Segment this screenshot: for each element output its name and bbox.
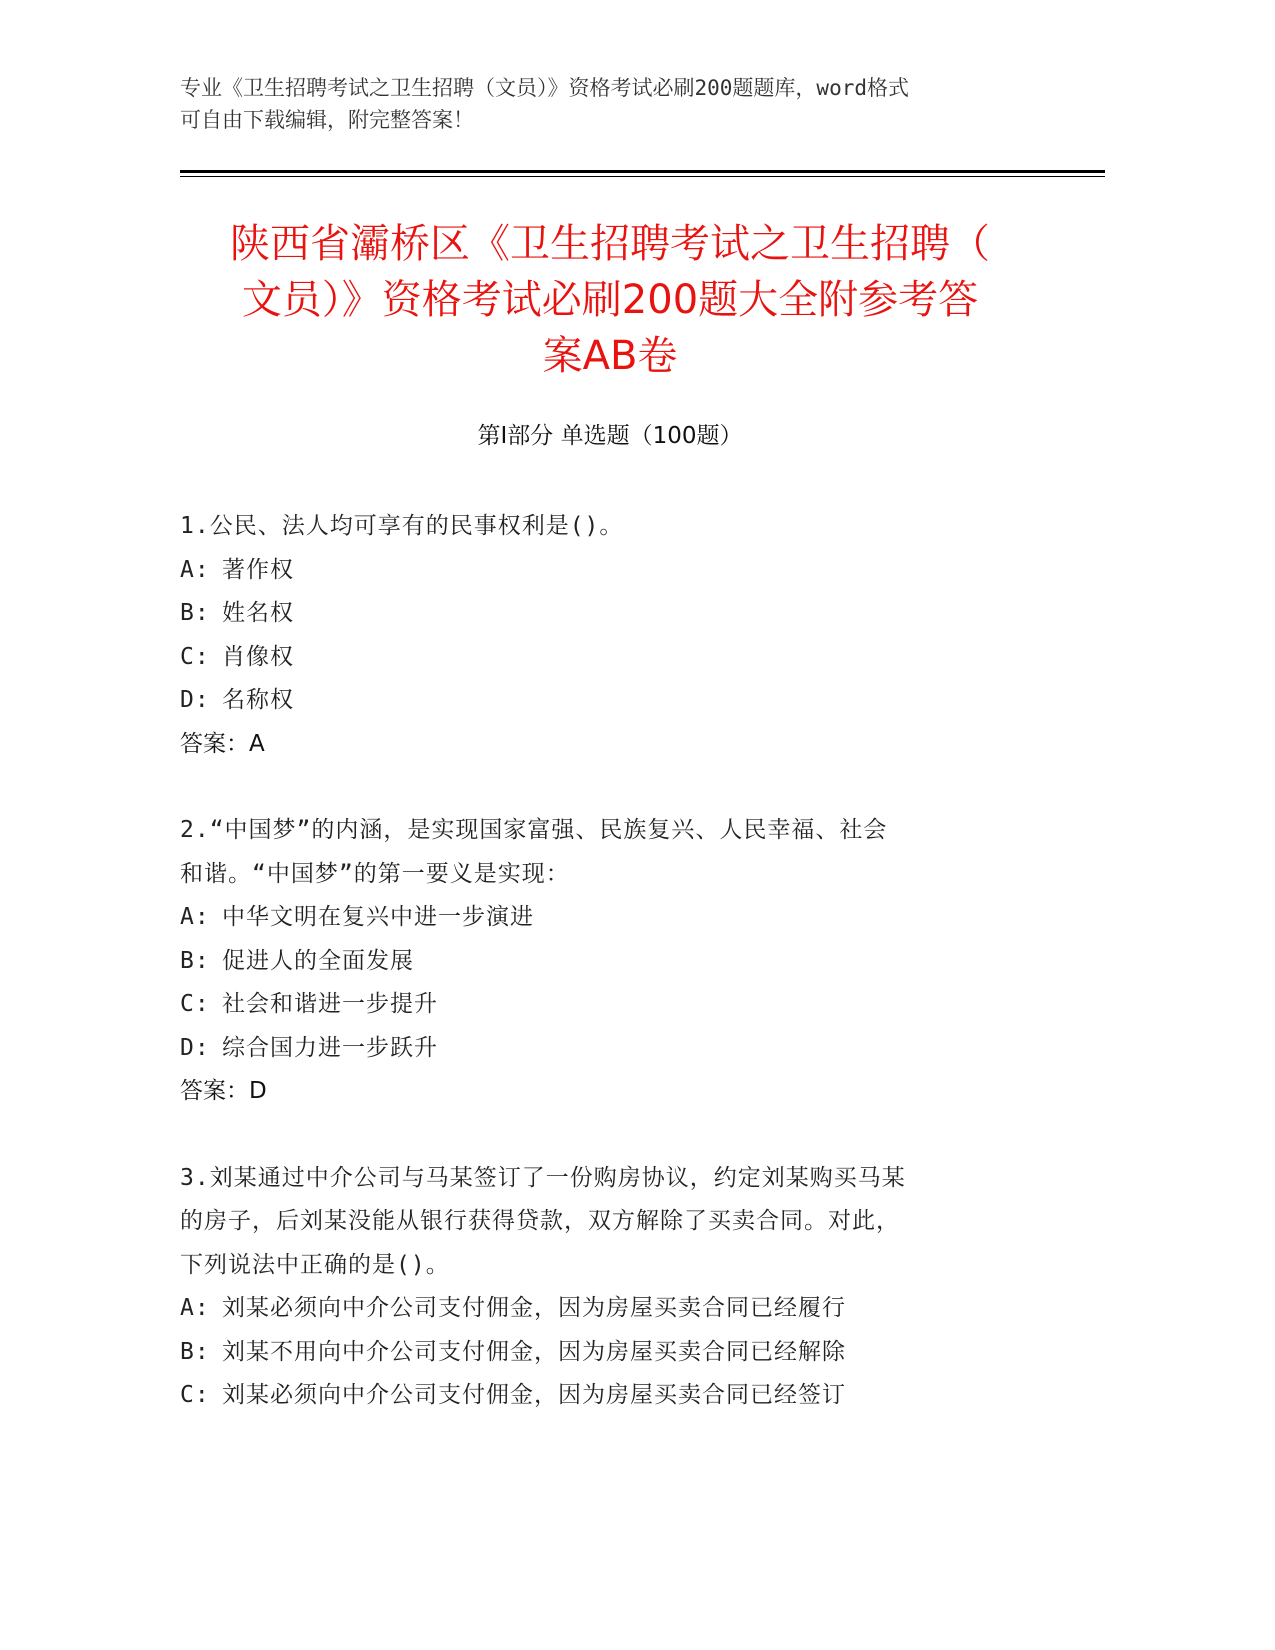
option-text: 名称权	[222, 687, 294, 713]
document-title-line-1: 陕西省灞桥区《卫生招聘考试之卫生招聘（	[230, 221, 990, 267]
question-2	[180, 809, 1040, 1114]
option-key: C:	[180, 991, 210, 1017]
option-a	[180, 896, 1040, 940]
option-text: 著作权	[222, 556, 294, 583]
document-title-line-3: 案AB卷	[542, 333, 678, 379]
option-key: C:	[180, 643, 210, 670]
header-divider-thick	[180, 170, 1105, 173]
answer: 答案：D	[180, 1078, 267, 1104]
option-c	[180, 1374, 1040, 1418]
option-b	[180, 940, 1040, 984]
option-key: C:	[180, 1382, 210, 1408]
header-note-line-1: 专业《卫生招聘考试之卫生招聘（文员）》资格考试必刷200题题库，word格式	[180, 76, 909, 100]
option-text: 促进人的全面发展	[222, 947, 414, 974]
question-stem: 1.公民、法人均可享有的民事权利是()。	[180, 513, 624, 539]
option-key: A:	[180, 556, 210, 583]
option-key: A:	[180, 1295, 210, 1321]
option-key: D:	[180, 1034, 210, 1061]
option-c	[180, 636, 1040, 680]
option-text: 中华文明在复兴中进一步演进	[222, 904, 534, 930]
option-a	[180, 549, 1040, 593]
document-title-line-2: 文员）》资格考试必刷200题大全附参考答	[241, 277, 979, 323]
option-key: A:	[180, 904, 210, 930]
question-stem: 2.“中国梦”的内涵，是实现国家富强、民族复兴、人民幸福、社会	[180, 817, 888, 843]
option-text: 刘某不用向中介公司支付佣金，因为房屋买卖合同已经解除	[222, 1338, 846, 1365]
question-stem: 和谐。“中国梦”的第一要义是实现：	[180, 860, 570, 887]
section-title: 第Ⅰ部分 单选题（100题）	[477, 423, 743, 449]
option-a	[180, 1287, 1040, 1331]
option-text: 姓名权	[222, 600, 294, 626]
question-3	[180, 1157, 1040, 1418]
option-text: 刘某必须向中介公司支付佣金，因为房屋买卖合同已经履行	[222, 1295, 846, 1321]
option-c	[180, 983, 1040, 1027]
option-key: B:	[180, 1338, 210, 1365]
option-text: 刘某必须向中介公司支付佣金，因为房屋买卖合同已经签订	[222, 1382, 846, 1408]
option-key: B:	[180, 947, 210, 974]
option-key: B:	[180, 600, 210, 626]
question-stem: 的房子，后刘某没能从银行获得贷款，双方解除了买卖合同。对此，	[180, 1208, 900, 1234]
document-title	[170, 216, 1050, 384]
answer: 答案：A	[180, 730, 265, 757]
header-divider-thin	[180, 176, 1105, 177]
option-text: 肖像权	[222, 643, 294, 670]
header-note-line-2: 可自由下载编辑，附完整答案！	[180, 108, 474, 132]
option-text: 社会和谐进一步提升	[222, 991, 438, 1017]
question-stem: 下列说法中正确的是()。	[180, 1251, 450, 1278]
option-d	[180, 679, 1040, 723]
option-key: D:	[180, 687, 210, 713]
option-b	[180, 1331, 1040, 1375]
header-note	[180, 72, 1030, 136]
question-1	[180, 505, 1040, 766]
option-b	[180, 592, 1040, 636]
option-text: 综合国力进一步跃升	[222, 1034, 438, 1061]
question-stem: 3.刘某通过中介公司与马某签订了一份购房协议，约定刘某购买马某	[180, 1164, 906, 1191]
question-list	[180, 505, 1040, 1461]
option-d	[180, 1027, 1040, 1071]
